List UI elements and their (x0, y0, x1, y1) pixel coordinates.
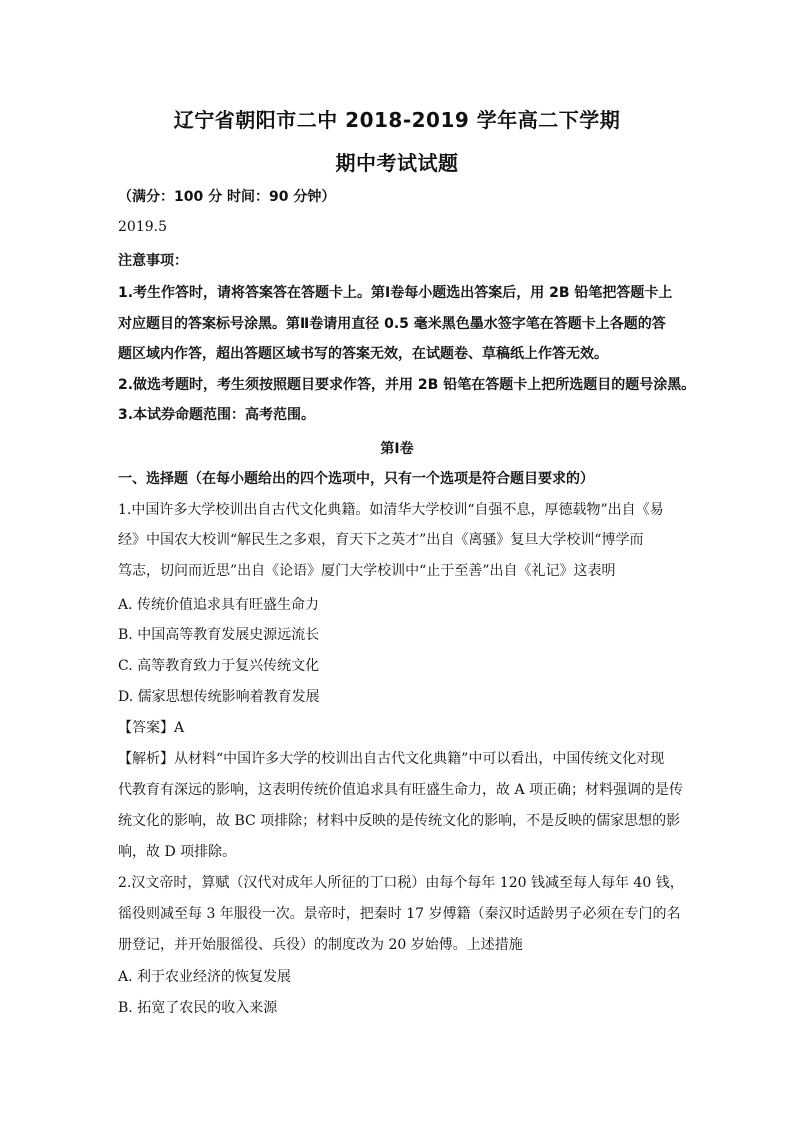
q2-stem-line-2: 徭役则减至每 3 年服役一次。景帝时，把秦时 17 岁傅籍（秦汉时适龄男子必须在专门的名 (118, 906, 681, 922)
q2-option-b: B. 拓宽了农民的收入来源 (118, 1000, 278, 1016)
q1-option-a: A. 传统价值追求具有旺盛生命力 (118, 597, 320, 613)
q1-analysis-line-4: 响，故 D 项排除。 (118, 844, 237, 860)
score-time-info: （满分：100 分 时间：90 分钟） (118, 189, 336, 205)
notice-item-2: 2.做选考题时，考生须按照题目要求作答，并用 2B 铅笔在答题卡上把所选题目的题号涂黑。 (118, 377, 696, 393)
exam-subtitle: 期中考试试题 (335, 151, 459, 175)
q1-analysis-line-1: 【解析】从材料“中国许多大学的校训出自古代文化典籍”中可以看出，中国传统文化对现 (118, 751, 665, 767)
notice-item-1-line-1: 1.考生作答时，请将答案答在答题卡上。第Ⅰ卷每小题选出答案后，用 2B 铅笔把答题卡上 (118, 285, 673, 301)
notice-heading: 注意事项： (118, 253, 188, 269)
q1-stem-line-3: 笃志，切问而近思”出自《论语》厦门大学校训中“止于至善”出自《礼记》这表明 (118, 563, 616, 579)
q2-stem-line-3: 册登记，并开始服徭役、兵役）的制度改为 20 岁始傅。上述措施 (118, 937, 523, 953)
q1-answer: 【答案】A (118, 720, 185, 736)
q1-option-c: C. 高等教育致力于复兴传统文化 (118, 658, 320, 674)
q1-analysis-line-2: 代教育有深远的影响，这表明传统价值追求具有旺盛生命力，故 A 项正确；材料强调的是传 (118, 782, 684, 798)
q1-option-b: B. 中国高等教育发展史源远流长 (118, 627, 320, 643)
q2-stem-line-1: 2.汉文帝时，算赋（汉代对成年人所征的丁口税）由每个每年 120 钱减至每人每年 40 钱， (118, 875, 684, 891)
q2-option-a: A. 利于农业经济的恢复发展 (118, 969, 292, 985)
q1-stem-line-2: 经》中国农大校训“解民生之多艰，育天下之英才”出自《离骚》复旦大学校训“博学而 (118, 532, 644, 548)
q1-stem-line-1: 1.中国许多大学校训出自古代文化典籍。如清华大学校训“自强不息，厚德载物”出自《易 (118, 502, 664, 518)
exam-title: 辽宁省朝阳市二中 2018-2019 学年高二下学期 (173, 108, 621, 132)
notice-item-1-line-2: 对应题目的答案标号涂黑。第Ⅱ卷请用直径 0.5 毫米黑色墨水签字笔在答题卡上各题的答 (118, 316, 666, 332)
volume-heading: 第Ⅰ卷 (380, 441, 414, 457)
section-heading: 一、选择题（在每小题给出的四个选项中，只有一个选项是符合题目要求的） (118, 471, 594, 487)
q1-analysis-line-3: 统文化的影响，故 BC 项排除；材料中反映的是传统文化的影响，不是反映的儒家思想的影 (118, 813, 681, 829)
exam-date: 2019.5 (118, 219, 167, 235)
notice-item-3: 3.本试券命题范围：高考范围。 (118, 407, 316, 423)
notice-item-1-line-3: 题区域内作答，超出答题区域书写的答案无效，在试题卷、草稿纸上作答无效。 (118, 346, 608, 362)
q1-option-d: D. 儒家思想传统影响着教育发展 (118, 689, 320, 705)
